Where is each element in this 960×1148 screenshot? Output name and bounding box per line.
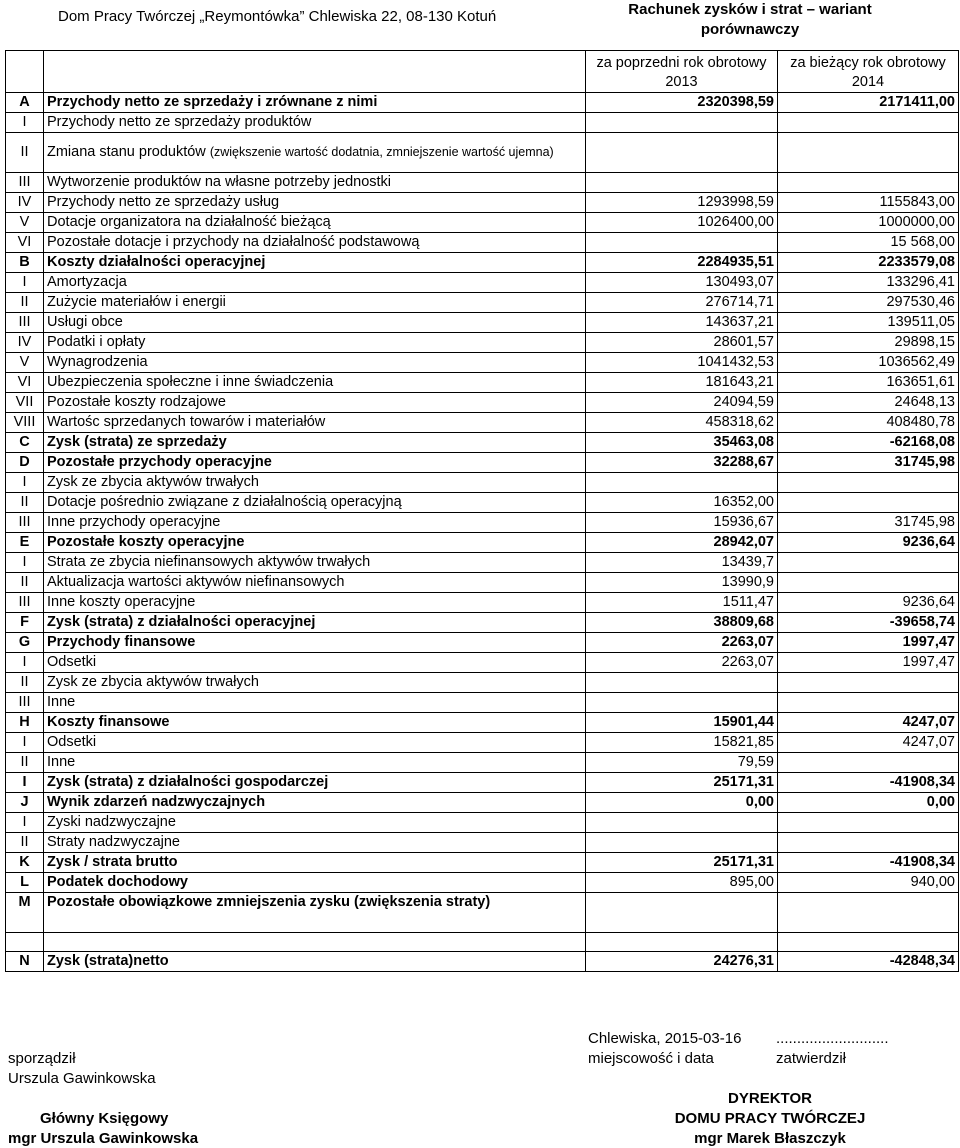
row-code: VI [6, 233, 44, 253]
table-header-row [6, 51, 959, 93]
table-row [6, 733, 959, 753]
row-label-text: Strata ze zbycia niefinansowych aktywów trwałych [47, 554, 371, 570]
spacer-cell [44, 933, 586, 952]
table-row [6, 673, 959, 693]
row-label-text: Pozostałe koszty rodzajowe [47, 394, 226, 410]
row-code: I [6, 773, 44, 793]
table-row [6, 533, 959, 553]
row-label-text: Zysk (strata) z działalności gospodarczej [47, 774, 329, 790]
row-code: VIII [6, 413, 44, 433]
row-label-text: Inne [47, 754, 76, 770]
report-title-line1: Rachunek zysków i strat – wariant [628, 1, 872, 18]
row-curr-value [778, 493, 959, 513]
row-prev-value: 16352,00 [586, 493, 778, 513]
row-curr-value: -41908,34 [778, 853, 959, 873]
preparer-name: Urszula Gawinkowska [8, 1070, 156, 1087]
row-label [44, 873, 586, 893]
row-prev-value [586, 813, 778, 833]
row-prev-value: 0,00 [586, 793, 778, 813]
row-label [44, 113, 586, 133]
report-title [600, 0, 900, 40]
row-code: L [6, 873, 44, 893]
row-curr-value: -42848,34 [778, 952, 959, 972]
row-label [44, 213, 586, 233]
row-curr-value: 1997,47 [778, 653, 959, 673]
table-row [6, 633, 959, 653]
row-label-text: Wartośc sprzedanych towarów i materiałów [47, 414, 326, 430]
row-label [44, 693, 586, 713]
row-label-text: Wytworzenie produktów na własne potrzeby jednostki [47, 174, 392, 190]
row-label-text: Zużycie materiałów i energii [47, 294, 226, 310]
row-label [44, 473, 586, 493]
accountant-title: Główny Księgowy [40, 1110, 169, 1127]
table-row [6, 553, 959, 573]
report-title-line2: porównawczy [700, 21, 800, 38]
row-label-text: Zmiana stanu produktów [47, 144, 206, 160]
row-label [44, 553, 586, 573]
row-prev-value [586, 113, 778, 133]
row-curr-value: 139511,05 [778, 313, 959, 333]
row-curr-value: 940,00 [778, 873, 959, 893]
row-curr-value [778, 813, 959, 833]
row-code: III [6, 313, 44, 333]
table-row [6, 393, 959, 413]
row-label-text: Straty nadzwyczajne [47, 834, 180, 850]
income-statement-table [5, 50, 959, 972]
row-prev-value [586, 833, 778, 853]
row-label-text: Zysk ze zbycia aktywów trwałych [47, 474, 259, 490]
row-prev-value: 13990,9 [586, 573, 778, 593]
row-label [44, 173, 586, 193]
row-label [44, 633, 586, 653]
row-prev-value: 1511,47 [586, 593, 778, 613]
row-code: G [6, 633, 44, 653]
row-label [44, 433, 586, 453]
row-prev-value: 130493,07 [586, 273, 778, 293]
table-row [6, 413, 959, 433]
row-code: J [6, 793, 44, 813]
row-curr-value: 297530,46 [778, 293, 959, 313]
table-row [6, 433, 959, 453]
table-row [6, 573, 959, 593]
row-prev-value: 2284935,51 [586, 253, 778, 273]
row-label-text: Podatki i opłaty [47, 334, 146, 350]
row-curr-value: 4247,07 [778, 733, 959, 753]
row-label [44, 513, 586, 533]
row-label [44, 773, 586, 793]
row-curr-value: -41908,34 [778, 773, 959, 793]
table-row [6, 253, 959, 273]
row-label-note: (zwiększenie wartość dodatnia, zmniejszenie wartość ujemna) [209, 145, 554, 159]
table-row [6, 333, 959, 353]
row-prev-value [586, 473, 778, 493]
row-prev-value: 2320398,59 [586, 93, 778, 113]
row-label [44, 952, 586, 972]
row-curr-value: 1997,47 [778, 633, 959, 653]
row-prev-value: 25171,31 [586, 853, 778, 873]
prepared-by-label: sporządził [8, 1050, 76, 1067]
row-label-text: Amortyzacja [47, 274, 127, 290]
row-prev-value: 24094,59 [586, 393, 778, 413]
row-prev-value: 181643,21 [586, 373, 778, 393]
header-prev-label: za poprzedni rok obrotowy [596, 55, 767, 71]
table-row [6, 293, 959, 313]
row-prev-value: 28942,07 [586, 533, 778, 553]
row-curr-value: 163651,61 [778, 373, 959, 393]
row-curr-value: 31745,98 [778, 453, 959, 473]
table-row [6, 593, 959, 613]
row-prev-value: 895,00 [586, 873, 778, 893]
row-label [44, 413, 586, 433]
row-code: III [6, 173, 44, 193]
row-label-text: Przychody netto ze sprzedaży i zrównane z nimi [47, 94, 378, 110]
row-label-text: Ubezpieczenia społeczne i inne świadczenia [47, 374, 334, 390]
row-label [44, 93, 586, 113]
table-row [6, 493, 959, 513]
row-prev-value [586, 173, 778, 193]
row-code: E [6, 533, 44, 553]
place-date: Chlewiska, 2015-03-16 [588, 1030, 742, 1047]
row-label-text: Aktualizacja wartości aktywów niefinansowych [47, 574, 345, 590]
spacer-cell [6, 933, 44, 952]
row-curr-value: 24648,13 [778, 393, 959, 413]
table-row [6, 653, 959, 673]
row-label [44, 453, 586, 473]
row-label [44, 493, 586, 513]
row-label-text: Inne przychody operacyjne [47, 514, 221, 530]
institution-name: DOMU PRACY TWÓRCZEJ [674, 1110, 866, 1127]
row-code: IV [6, 193, 44, 213]
row-label [44, 333, 586, 353]
row-label-text: Zysk (strata) ze sprzedaży [47, 434, 227, 450]
row-prev-value: 1026400,00 [586, 213, 778, 233]
row-code: V [6, 353, 44, 373]
row-curr-value: 15 568,00 [778, 233, 959, 253]
row-prev-value: 38809,68 [586, 613, 778, 633]
row-curr-value [778, 753, 959, 773]
row-prev-value: 32288,67 [586, 453, 778, 473]
row-curr-value [778, 893, 959, 933]
spacer-row [6, 933, 959, 952]
row-label [44, 613, 586, 633]
row-code: M [6, 893, 44, 933]
table-row [6, 113, 959, 133]
row-code: II [6, 833, 44, 853]
table-row [6, 173, 959, 193]
header-curr-year-value: 2014 [851, 74, 885, 90]
row-label-text: Zysk (strata) z działalności operacyjnej [47, 614, 316, 630]
table-row [6, 93, 959, 113]
row-label-text: Pozostałe koszty operacyjne [47, 534, 245, 550]
row-label-text: Koszty finansowe [47, 714, 170, 730]
row-label-text: Zyski nadzwyczajne [47, 814, 176, 830]
table-row [6, 853, 959, 873]
row-curr-value [778, 553, 959, 573]
row-curr-value [778, 573, 959, 593]
header-code-cell [6, 51, 44, 93]
row-label-text: Dotacje organizatora na działalność bieżącą [47, 214, 331, 230]
director-title: DYREKTOR [728, 1090, 812, 1107]
row-code: VII [6, 393, 44, 413]
row-code: I [6, 473, 44, 493]
row-curr-value [778, 113, 959, 133]
header-curr-label: za bieżący rok obrotowy [790, 55, 946, 71]
row-label-text: Zysk (strata)netto [47, 953, 169, 969]
row-label [44, 713, 586, 733]
table-row [6, 193, 959, 213]
row-label [44, 533, 586, 553]
row-curr-value: -39658,74 [778, 613, 959, 633]
row-curr-value: 4247,07 [778, 713, 959, 733]
signature-dots: ........................... [776, 1030, 889, 1047]
header-prev-year-value: 2013 [665, 74, 698, 90]
row-prev-value [586, 233, 778, 253]
header-prev-year [586, 51, 778, 93]
row-label [44, 593, 586, 613]
table-row [6, 693, 959, 713]
table-row [6, 233, 959, 253]
row-curr-value: 1036562,49 [778, 353, 959, 373]
row-code: II [6, 673, 44, 693]
row-code: A [6, 93, 44, 113]
row-label-text: Wynik zdarzeń nadzwyczajnych [47, 794, 266, 810]
row-label-text: Pozostałe obowiązkowe zmniejszenia zysku (zwiększenia straty) [47, 894, 491, 910]
row-prev-value [586, 673, 778, 693]
row-label [44, 373, 586, 393]
table-row [6, 373, 959, 393]
row-label [44, 853, 586, 873]
row-prev-value: 458318,62 [586, 413, 778, 433]
row-label [44, 313, 586, 333]
header-label-cell [44, 51, 586, 93]
row-prev-value: 35463,08 [586, 433, 778, 453]
row-curr-value: 2171411,00 [778, 93, 959, 113]
row-curr-value [778, 133, 959, 173]
row-curr-value: 408480,78 [778, 413, 959, 433]
row-curr-value [778, 473, 959, 493]
row-label-text: Odsetki [47, 734, 97, 750]
row-code: II [6, 133, 44, 173]
row-code: C [6, 433, 44, 453]
row-prev-value [586, 893, 778, 933]
row-prev-value: 24276,31 [586, 952, 778, 972]
table-row [6, 513, 959, 533]
row-code: I [6, 733, 44, 753]
row-label-text: Inne [47, 694, 76, 710]
table-row [6, 473, 959, 493]
row-curr-value [778, 673, 959, 693]
row-label [44, 653, 586, 673]
row-prev-value: 15821,85 [586, 733, 778, 753]
row-code: F [6, 613, 44, 633]
row-label [44, 293, 586, 313]
table-row [6, 453, 959, 473]
row-code: D [6, 453, 44, 473]
table-row [6, 213, 959, 233]
row-label [44, 893, 586, 933]
table-row [6, 793, 959, 813]
row-curr-value: 9236,64 [778, 533, 959, 553]
row-label [44, 353, 586, 373]
row-code: VI [6, 373, 44, 393]
header-curr-year [778, 51, 959, 93]
row-code: H [6, 713, 44, 733]
row-prev-value: 1293998,59 [586, 193, 778, 213]
table-row [6, 753, 959, 773]
row-label-text: Inne koszty operacyjne [47, 594, 196, 610]
row-label-text: Zysk / strata brutto [47, 854, 178, 870]
row-prev-value: 2263,07 [586, 633, 778, 653]
row-curr-value: -62168,08 [778, 433, 959, 453]
row-label-text: Przychody finansowe [47, 634, 196, 650]
row-prev-value [586, 693, 778, 713]
row-code: B [6, 253, 44, 273]
row-prev-value: 1041432,53 [586, 353, 778, 373]
row-label [44, 793, 586, 813]
row-label-text: Odsetki [47, 654, 97, 670]
row-label [44, 733, 586, 753]
table-row [6, 713, 959, 733]
row-code: III [6, 693, 44, 713]
row-code: I [6, 273, 44, 293]
row-code: III [6, 593, 44, 613]
row-code: III [6, 513, 44, 533]
row-prev-value [586, 133, 778, 173]
row-curr-value: 1000000,00 [778, 213, 959, 233]
row-label [44, 573, 586, 593]
row-curr-value [778, 833, 959, 853]
row-code: K [6, 853, 44, 873]
row-label [44, 833, 586, 853]
table-row [6, 773, 959, 793]
row-prev-value: 25171,31 [586, 773, 778, 793]
row-curr-value: 2233579,08 [778, 253, 959, 273]
row-code: II [6, 573, 44, 593]
row-label-text: Dotacje pośrednio związane z działalnością operacyjną [47, 494, 402, 510]
row-label [44, 393, 586, 413]
row-prev-value: 276714,71 [586, 293, 778, 313]
row-code: II [6, 293, 44, 313]
table-row [6, 353, 959, 373]
row-code: I [6, 653, 44, 673]
table-row [6, 313, 959, 333]
row-label [44, 673, 586, 693]
row-curr-value: 133296,41 [778, 273, 959, 293]
row-code: II [6, 493, 44, 513]
table-row [6, 952, 959, 972]
row-label [44, 233, 586, 253]
row-label-text: Przychody netto ze sprzedaży produktów [47, 114, 312, 130]
table-row [6, 133, 959, 173]
row-code: I [6, 113, 44, 133]
table-row [6, 813, 959, 833]
row-label [44, 813, 586, 833]
row-code: I [6, 553, 44, 573]
row-label [44, 193, 586, 213]
row-label [44, 253, 586, 273]
row-prev-value: 143637,21 [586, 313, 778, 333]
row-code: I [6, 813, 44, 833]
spacer-cell [586, 933, 778, 952]
row-label-text: Koszty działalności operacyjnej [47, 254, 266, 270]
row-code: N [6, 952, 44, 972]
row-label-text: Pozostałe dotacje i przychody na działalność podstawową [47, 234, 420, 250]
row-label-text: Podatek dochodowy [47, 874, 188, 890]
row-label [44, 133, 586, 173]
table-row [6, 273, 959, 293]
row-label-text: Zysk ze zbycia aktywów trwałych [47, 674, 259, 690]
row-curr-value [778, 693, 959, 713]
table-row [6, 893, 959, 933]
row-prev-value: 13439,7 [586, 553, 778, 573]
row-label [44, 273, 586, 293]
row-code: II [6, 753, 44, 773]
row-label-text: Przychody netto ze sprzedaży usług [47, 194, 280, 210]
row-curr-value: 0,00 [778, 793, 959, 813]
row-curr-value: 1155843,00 [778, 193, 959, 213]
row-prev-value: 15936,67 [586, 513, 778, 533]
row-curr-value: 29898,15 [778, 333, 959, 353]
table-row [6, 833, 959, 853]
row-prev-value: 28601,57 [586, 333, 778, 353]
table-row [6, 873, 959, 893]
approved-label: zatwierdził [776, 1050, 847, 1067]
row-prev-value: 2263,07 [586, 653, 778, 673]
place-date-label: miejscowość i data [588, 1050, 714, 1067]
director-name: mgr Marek Błaszczyk [694, 1130, 846, 1147]
row-label-text: Pozostałe przychody operacyjne [47, 454, 272, 470]
row-label-text: Usługi obce [47, 314, 123, 330]
row-curr-value: 9236,64 [778, 593, 959, 613]
row-label [44, 753, 586, 773]
spacer-cell [778, 933, 959, 952]
row-prev-value: 15901,44 [586, 713, 778, 733]
row-code: IV [6, 333, 44, 353]
organization-header: Dom Pracy Twórczej „Reymontówka” Chlewiska 22, 08-130 Kotuń [58, 8, 497, 25]
accountant-name: mgr Urszula Gawinkowska [8, 1130, 199, 1147]
row-curr-value: 31745,98 [778, 513, 959, 533]
table-row [6, 613, 959, 633]
row-code: V [6, 213, 44, 233]
row-prev-value: 79,59 [586, 753, 778, 773]
row-label-text: Wynagrodzenia [47, 354, 148, 370]
row-curr-value [778, 173, 959, 193]
